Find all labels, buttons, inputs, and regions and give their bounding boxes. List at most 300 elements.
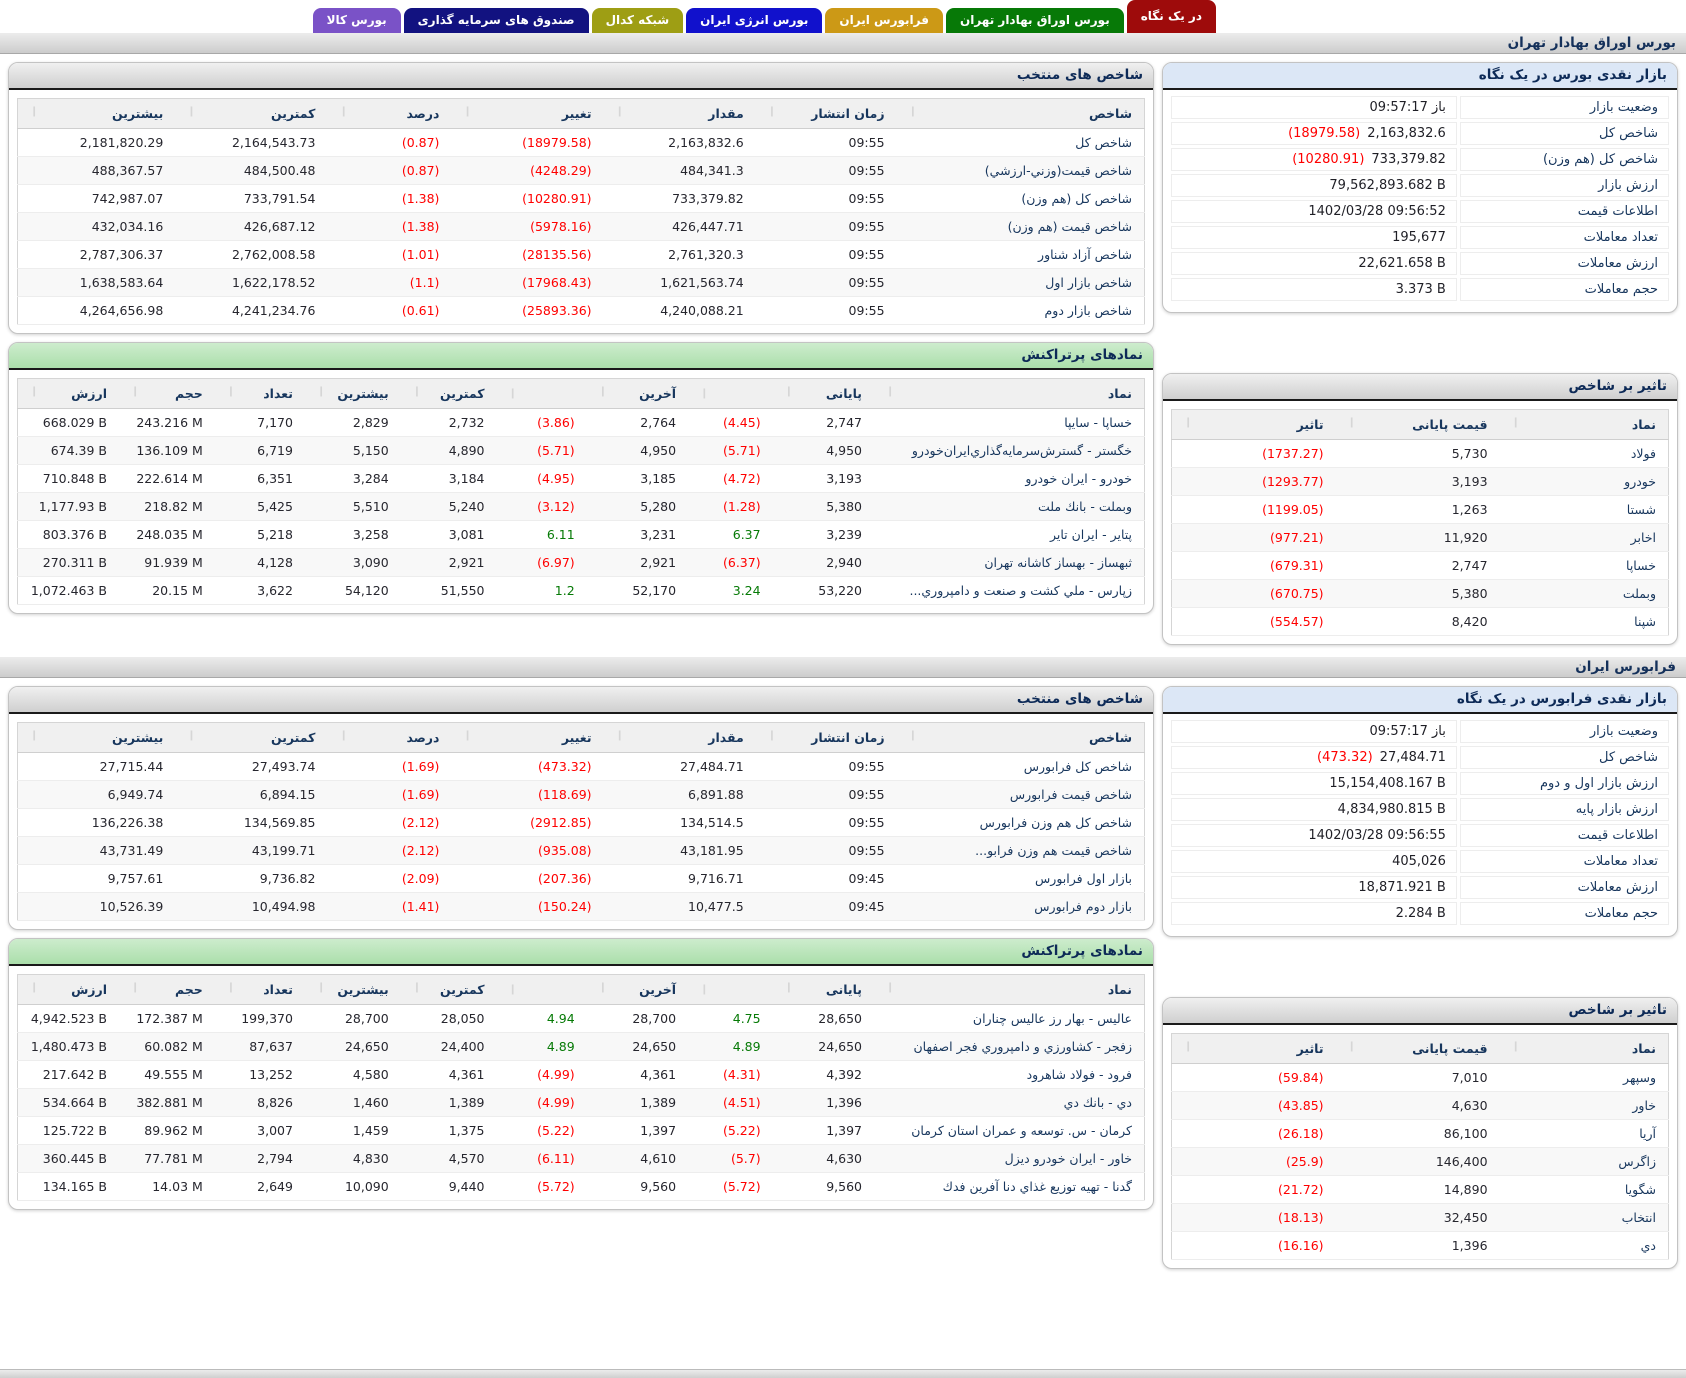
table-row[interactable]: [18, 577, 1145, 605]
column-header[interactable]: حجم ❙: [119, 975, 215, 1005]
column-header[interactable]: تغییر ❙: [451, 99, 603, 129]
tse-impact-table: [1171, 409, 1669, 636]
symbol-cell: شاخص كل (هم وزن): [897, 185, 1145, 213]
symbol-cell: فرود - فولاد شاهرود: [874, 1061, 1144, 1089]
value-cell: 3,007: [215, 1117, 305, 1145]
value-cell: (679.31): [1172, 552, 1336, 580]
value-cell: (1.69): [327, 781, 451, 809]
table-row[interactable]: [18, 241, 1145, 269]
value-cell: (1293.77): [1172, 468, 1336, 496]
overview-value: 2.284 B: [1171, 902, 1457, 925]
table-row[interactable]: [18, 753, 1145, 781]
column-header[interactable]: درصد ❙: [327, 723, 451, 753]
overview-row: [1171, 122, 1669, 145]
value-cell: 484,500.48: [175, 157, 327, 185]
tse-indices-title: شاخص های منتخب: [1016, 67, 1143, 83]
overview-row: [1171, 720, 1669, 743]
column-header[interactable]: مقدار ❙: [604, 99, 756, 129]
value-cell: (1.01): [327, 241, 451, 269]
tse-impact-title: تاثیر بر شاخص: [1568, 378, 1667, 394]
column-header[interactable]: کمترین ❙: [401, 379, 497, 409]
column-header[interactable]: بیشترین ❙: [305, 379, 401, 409]
ifb-indices-table: [17, 722, 1145, 921]
value-cell: 2,761,320.3: [604, 241, 756, 269]
value-cell: 1,389: [401, 1089, 497, 1117]
overview-value: 3.373 B: [1171, 278, 1457, 301]
symbol-cell: خاور - ایران خودرو دیزل: [874, 1145, 1144, 1173]
table-row[interactable]: [1172, 580, 1669, 608]
value-cell: (1.28): [688, 493, 773, 521]
column-header[interactable]: تعداد ❙: [215, 975, 305, 1005]
value-cell: (5.22): [688, 1117, 773, 1145]
column-header[interactable]: بیشترین ❙: [305, 975, 401, 1005]
value-cell: 28,050: [401, 1005, 497, 1033]
column-header[interactable]: نماد ❙: [874, 379, 1144, 409]
tab-3[interactable]: فرابورس ایران: [825, 8, 943, 33]
ifb-active-panel: [8, 938, 1154, 1210]
value-cell: 4,580: [305, 1061, 401, 1089]
table-row[interactable]: [18, 1005, 1145, 1033]
table-row[interactable]: [1172, 496, 1669, 524]
table-row[interactable]: [1172, 1064, 1669, 1092]
value-cell: 8,420: [1336, 608, 1500, 636]
overview-row: [1171, 278, 1669, 301]
overview-row: [1171, 746, 1669, 769]
value-cell: (6.11): [497, 1145, 587, 1173]
value-cell: 09:55: [756, 837, 897, 865]
value-cell: 4,630: [1336, 1092, 1500, 1120]
section-title-text: فرابورس ایران: [1575, 659, 1676, 675]
value-cell: 28,650: [773, 1005, 874, 1033]
tab-4[interactable]: بورس انرژی ایران: [686, 8, 822, 33]
table-row[interactable]: [18, 1033, 1145, 1061]
table-row[interactable]: [18, 185, 1145, 213]
column-header[interactable]: کمترین ❙: [175, 723, 327, 753]
column-header[interactable]: تاثیر ❙: [1172, 410, 1336, 440]
column-header[interactable]: [688, 975, 773, 1005]
value-cell: (1199.05): [1172, 496, 1336, 524]
table-row[interactable]: [18, 157, 1145, 185]
value-cell: 4,950: [773, 437, 874, 465]
table-row[interactable]: [1172, 1176, 1669, 1204]
value-cell: 2,762,008.58: [175, 241, 327, 269]
value-cell: 28,700: [587, 1005, 688, 1033]
value-cell: 5,380: [773, 493, 874, 521]
ifb-impact-header: [1163, 998, 1677, 1025]
value-cell: 1,459: [305, 1117, 401, 1145]
symbol-cell: شاخص قيمت (هم وزن): [897, 213, 1145, 241]
table-row[interactable]: [18, 1089, 1145, 1117]
value-cell: (670.75): [1172, 580, 1336, 608]
value-cell: 5,218: [215, 521, 305, 549]
table-row[interactable]: [18, 521, 1145, 549]
table-row[interactable]: [1172, 524, 1669, 552]
table-row[interactable]: [18, 865, 1145, 893]
value-cell: 5,380: [1336, 580, 1500, 608]
value-cell: (2.12): [327, 837, 451, 865]
value-cell: (18.13): [1172, 1204, 1336, 1232]
value-cell: 2,921: [401, 549, 497, 577]
value-cell: 09:55: [756, 185, 897, 213]
value-cell: 222.614 M: [119, 465, 215, 493]
symbol-cell: شاخص کل: [897, 129, 1145, 157]
value-cell: 172.387 M: [119, 1005, 215, 1033]
symbol-cell: وبملت: [1500, 580, 1669, 608]
column-header[interactable]: زمان انتشار ❙: [756, 99, 897, 129]
value-cell: 24,650: [587, 1033, 688, 1061]
column-header[interactable]: مقدار ❙: [604, 723, 756, 753]
value-cell: 9,757.61: [18, 865, 176, 893]
table-row[interactable]: [18, 129, 1145, 157]
overview-value: 733,379.82 (10280.91): [1171, 148, 1457, 171]
table-row[interactable]: [1172, 1092, 1669, 1120]
overview-row: [1171, 850, 1669, 873]
value-cell: (935.08): [451, 837, 603, 865]
value-cell: 4,264,656.98: [18, 297, 176, 325]
value-cell: 10,494.98: [175, 893, 327, 921]
value-cell: (4.72): [688, 465, 773, 493]
tse-indices-table: [17, 98, 1145, 325]
value-cell: 24,650: [305, 1033, 401, 1061]
ifb-left-column: [8, 686, 1154, 1218]
value-cell: (25.9): [1172, 1148, 1336, 1176]
value-cell: 668.029 B: [18, 409, 120, 437]
value-cell: 484,341.3: [604, 157, 756, 185]
column-header[interactable]: تغییر ❙: [451, 723, 603, 753]
value-cell: 5,240: [401, 493, 497, 521]
column-header[interactable]: قیمت پایانی ❙: [1336, 410, 1500, 440]
value-cell: 4,610: [587, 1145, 688, 1173]
value-cell: 360.445 B: [18, 1145, 120, 1173]
overview-label: اطلاعات قیمت: [1460, 200, 1669, 223]
column-header[interactable]: قیمت پایانی ❙: [1336, 1034, 1500, 1064]
table-row[interactable]: [1172, 552, 1669, 580]
value-cell: 49.555 M: [119, 1061, 215, 1089]
overview-row: [1171, 798, 1669, 821]
overview-value: 195,677: [1171, 226, 1457, 249]
value-cell: (1.41): [327, 893, 451, 921]
value-cell: 09:55: [756, 129, 897, 157]
value-cell: 6.37: [688, 521, 773, 549]
table-row[interactable]: [1172, 1232, 1669, 1260]
value-cell: 1,397: [773, 1117, 874, 1145]
column-header[interactable]: شاخص ❙: [897, 723, 1145, 753]
value-cell: 4.89: [497, 1033, 587, 1061]
column-header[interactable]: تاثیر ❙: [1172, 1034, 1336, 1064]
column-header[interactable]: کمترین ❙: [401, 975, 497, 1005]
value-cell: 10,526.39: [18, 893, 176, 921]
symbol-cell: شپنا: [1500, 608, 1669, 636]
column-header[interactable]: تعداد ❙: [215, 379, 305, 409]
symbol-cell: زپارس - ملي کشت و صنعت و دامپروري...: [874, 577, 1144, 605]
table-row[interactable]: [18, 1061, 1145, 1089]
section-ifb: [8, 686, 1678, 1277]
tse-impact-panel: [1162, 373, 1678, 645]
value-cell: 2,794: [215, 1145, 305, 1173]
overview-value: 15,154,408.167 B: [1171, 772, 1457, 795]
value-cell: (1737.27): [1172, 440, 1336, 468]
table-row[interactable]: [1172, 468, 1669, 496]
tab-6[interactable]: صندوق های سرمایه گذاری: [404, 8, 589, 33]
value-cell: 09:55: [756, 753, 897, 781]
table-row[interactable]: [18, 297, 1145, 325]
column-header[interactable]: آخرین ❙: [587, 379, 688, 409]
value-cell: 1,621,563.74: [604, 269, 756, 297]
table-row[interactable]: [1172, 608, 1669, 636]
column-header[interactable]: ارزش ❙: [18, 975, 120, 1005]
table-row[interactable]: [18, 893, 1145, 921]
table-row[interactable]: [18, 1117, 1145, 1145]
value-cell: 77.781 M: [119, 1145, 215, 1173]
symbol-cell: دي: [1500, 1232, 1669, 1260]
table-row[interactable]: [18, 809, 1145, 837]
value-cell: (1.1): [327, 269, 451, 297]
table-row[interactable]: [1172, 440, 1669, 468]
column-header[interactable]: زمان انتشار ❙: [756, 723, 897, 753]
tse-indices-panel: [8, 62, 1154, 334]
value-cell: 1,622,178.52: [175, 269, 327, 297]
value-cell: 9,736.82: [175, 865, 327, 893]
ifb-indices-title: شاخص های منتخب: [1016, 691, 1143, 707]
table-row[interactable]: [1172, 1120, 1669, 1148]
symbol-cell: زاگرس: [1500, 1148, 1669, 1176]
value-cell: 7,010: [1336, 1064, 1500, 1092]
value-cell: 2,787,306.37: [18, 241, 176, 269]
value-cell: 10,477.5: [604, 893, 756, 921]
overview-value: 22,621.658 B: [1171, 252, 1457, 275]
tse-active-table: [17, 378, 1145, 605]
symbol-cell: شاخص قیمت هم وزن فرابو...: [897, 837, 1145, 865]
overview-value: باز 09:57:17: [1171, 96, 1457, 119]
symbol-cell: شاخص بازار اول: [897, 269, 1145, 297]
column-header[interactable]: آخرین ❙: [587, 975, 688, 1005]
symbol-cell: خاور: [1500, 1092, 1669, 1120]
table-row[interactable]: [18, 837, 1145, 865]
value-cell: 4,392: [773, 1061, 874, 1089]
overview-row: [1171, 96, 1669, 119]
tse-left-column: [8, 62, 1154, 622]
column-header[interactable]: کمترین ❙: [175, 99, 327, 129]
tse-impact-header: [1163, 374, 1677, 401]
table-row[interactable]: [18, 549, 1145, 577]
table-row[interactable]: [18, 465, 1145, 493]
tab-5[interactable]: شبکه کدال: [592, 8, 684, 33]
symbol-cell: آریا: [1500, 1120, 1669, 1148]
value-cell: (5.72): [688, 1173, 773, 1201]
value-cell: 11,920: [1336, 524, 1500, 552]
overview-value: 2,163,832.6 (18979.58): [1171, 122, 1457, 145]
value-cell: (0.87): [327, 157, 451, 185]
symbol-cell: فولاد: [1500, 440, 1669, 468]
table-row[interactable]: [1172, 1148, 1669, 1176]
value-cell: 2,181,820.29: [18, 129, 176, 157]
ifb-impact-title: تاثیر بر شاخص: [1568, 1002, 1667, 1018]
value-cell: 3,193: [1336, 468, 1500, 496]
table-row[interactable]: [18, 1145, 1145, 1173]
value-cell: (207.36): [451, 865, 603, 893]
value-cell: (5.71): [497, 437, 587, 465]
value-cell: (3.12): [497, 493, 587, 521]
value-cell: 14.03 M: [119, 1173, 215, 1201]
value-cell: (6.97): [497, 549, 587, 577]
value-cell: 5,425: [215, 493, 305, 521]
symbol-cell: عالیس - بهار رز عالیس چناران: [874, 1005, 1144, 1033]
value-cell: 3,231: [587, 521, 688, 549]
symbol-cell: بازار دوم فرابورس: [897, 893, 1145, 921]
value-cell: 488,367.57: [18, 157, 176, 185]
column-header[interactable]: ارزش ❙: [18, 379, 120, 409]
value-cell: 217.642 B: [18, 1061, 120, 1089]
symbol-cell: کرمان - س. توسعه و عمران استان کرمان: [874, 1117, 1144, 1145]
value-cell: 3,193: [773, 465, 874, 493]
value-cell: 10,090: [305, 1173, 401, 1201]
value-cell: 1,460: [305, 1089, 401, 1117]
value-cell: 51,550: [401, 577, 497, 605]
value-cell: (59.84): [1172, 1064, 1336, 1092]
value-cell: 2,764: [587, 409, 688, 437]
value-cell: 1,263: [1336, 496, 1500, 524]
column-header[interactable]: نماد ❙: [1500, 410, 1669, 440]
symbol-cell: وسپهر: [1500, 1064, 1669, 1092]
overview-value: 18,871.921 B: [1171, 876, 1457, 899]
column-header[interactable]: [497, 379, 587, 409]
column-header[interactable]: شاخص ❙: [897, 99, 1145, 129]
value-cell: 136,226.38: [18, 809, 176, 837]
value-cell: 27,493.74: [175, 753, 327, 781]
value-cell: 432,034.16: [18, 213, 176, 241]
value-cell: 1,396: [773, 1089, 874, 1117]
ifb-overview-header: [1163, 687, 1677, 714]
table-row[interactable]: [18, 409, 1145, 437]
table-row[interactable]: [1172, 1204, 1669, 1232]
value-cell: (10280.91): [451, 185, 603, 213]
value-cell: (118.69): [451, 781, 603, 809]
table-row[interactable]: [18, 493, 1145, 521]
ifb-overview-panel: [1162, 686, 1678, 937]
value-cell: 9,440: [401, 1173, 497, 1201]
value-cell: 1,397: [587, 1117, 688, 1145]
ifb-active-body: [9, 966, 1153, 1209]
value-cell: 1,072.463 B: [18, 577, 120, 605]
value-cell: (0.61): [327, 297, 451, 325]
tab-2[interactable]: بورس اوراق بهادار تهران: [946, 8, 1124, 33]
section-title-ifb: [0, 657, 1686, 678]
column-header[interactable]: پایانی ❙: [773, 975, 874, 1005]
value-cell: 91.939 M: [119, 549, 215, 577]
section-title-text: بورس اوراق بهادار تهران: [1507, 35, 1676, 51]
column-header[interactable]: بیشترین ❙: [18, 99, 176, 129]
column-header[interactable]: نماد ❙: [1500, 1034, 1669, 1064]
table-row[interactable]: [18, 269, 1145, 297]
value-cell: 27,715.44: [18, 753, 176, 781]
value-cell: 742,987.07: [18, 185, 176, 213]
value-cell: (17968.43): [451, 269, 603, 297]
value-cell: 9,560: [773, 1173, 874, 1201]
value-cell: (2.09): [327, 865, 451, 893]
tse-indices-body: [9, 90, 1153, 333]
value-cell: 6,894.15: [175, 781, 327, 809]
value-cell: 4.75: [688, 1005, 773, 1033]
ifb-impact-panel: [1162, 997, 1678, 1269]
table-row[interactable]: [18, 781, 1145, 809]
ifb-impact-table: [1171, 1033, 1669, 1260]
symbol-cell: شاخص کل هم وزن فرابورس: [897, 809, 1145, 837]
table-row[interactable]: [18, 1173, 1145, 1201]
ifb-active-title: نمادهای پرتراکنش: [1021, 943, 1143, 959]
value-cell: 426,447.71: [604, 213, 756, 241]
value-cell: 2,829: [305, 409, 401, 437]
value-cell: 6,949.74: [18, 781, 176, 809]
value-cell: 218.82 M: [119, 493, 215, 521]
overview-label: ارزش بازار پایه: [1460, 798, 1669, 821]
value-cell: 1,396: [1336, 1232, 1500, 1260]
column-header[interactable]: نماد ❙: [874, 975, 1144, 1005]
column-header[interactable]: پایانی ❙: [773, 379, 874, 409]
value-cell: (5.71): [688, 437, 773, 465]
overview-value: 4,834,980.815 B: [1171, 798, 1457, 821]
value-cell: 3,185: [587, 465, 688, 493]
value-cell: 5,150: [305, 437, 401, 465]
value-cell: 382.881 M: [119, 1089, 215, 1117]
overview-label: ارزش معاملات: [1460, 252, 1669, 275]
value-cell: 09:45: [756, 893, 897, 921]
column-header[interactable]: [497, 975, 587, 1005]
main-content: [0, 54, 1686, 1289]
table-row[interactable]: [18, 213, 1145, 241]
symbol-cell: پتایر - ایران تایر: [874, 521, 1144, 549]
table-row[interactable]: [18, 437, 1145, 465]
value-cell: (4.45): [688, 409, 773, 437]
ifb-indices-panel: [8, 686, 1154, 930]
value-cell: (5.22): [497, 1117, 587, 1145]
value-cell: 2,747: [1336, 552, 1500, 580]
column-header[interactable]: [688, 379, 773, 409]
tab-7[interactable]: بورس کالا: [313, 8, 401, 33]
value-cell: 146,400: [1336, 1148, 1500, 1176]
value-cell: 3.24: [688, 577, 773, 605]
value-cell: 89.962 M: [119, 1117, 215, 1145]
value-cell: 136.109 M: [119, 437, 215, 465]
symbol-cell: دي - بانك دي: [874, 1089, 1144, 1117]
value-cell: 4,950: [587, 437, 688, 465]
value-cell: 43,199.71: [175, 837, 327, 865]
column-header[interactable]: حجم ❙: [119, 379, 215, 409]
symbol-cell: خساپا: [1500, 552, 1669, 580]
value-cell: 32,450: [1336, 1204, 1500, 1232]
value-cell: 733,379.82: [604, 185, 756, 213]
tab-1[interactable]: در یک نگاه: [1127, 0, 1216, 33]
value-cell: (21.72): [1172, 1176, 1336, 1204]
overview-label: تعداد معاملات: [1460, 850, 1669, 873]
value-cell: 3,622: [215, 577, 305, 605]
value-cell: (4.95): [497, 465, 587, 493]
value-cell: 52,170: [587, 577, 688, 605]
ifb-indices-header: [9, 687, 1153, 714]
value-cell: 4,630: [773, 1145, 874, 1173]
value-cell: 4,830: [305, 1145, 401, 1173]
column-header[interactable]: درصد ❙: [327, 99, 451, 129]
value-cell: 43,181.95: [604, 837, 756, 865]
column-header[interactable]: بیشترین ❙: [18, 723, 176, 753]
value-cell: (5.7): [688, 1145, 773, 1173]
value-cell: (1.38): [327, 213, 451, 241]
overview-row: [1171, 252, 1669, 275]
symbol-cell: شستا: [1500, 496, 1669, 524]
section-tse: [8, 62, 1678, 653]
value-cell: 1,638,583.64: [18, 269, 176, 297]
symbol-cell: خگستر - گسترش‌سرمایه‌گذاري‌ایران‌خودرو: [874, 437, 1144, 465]
value-cell: (473.32): [451, 753, 603, 781]
